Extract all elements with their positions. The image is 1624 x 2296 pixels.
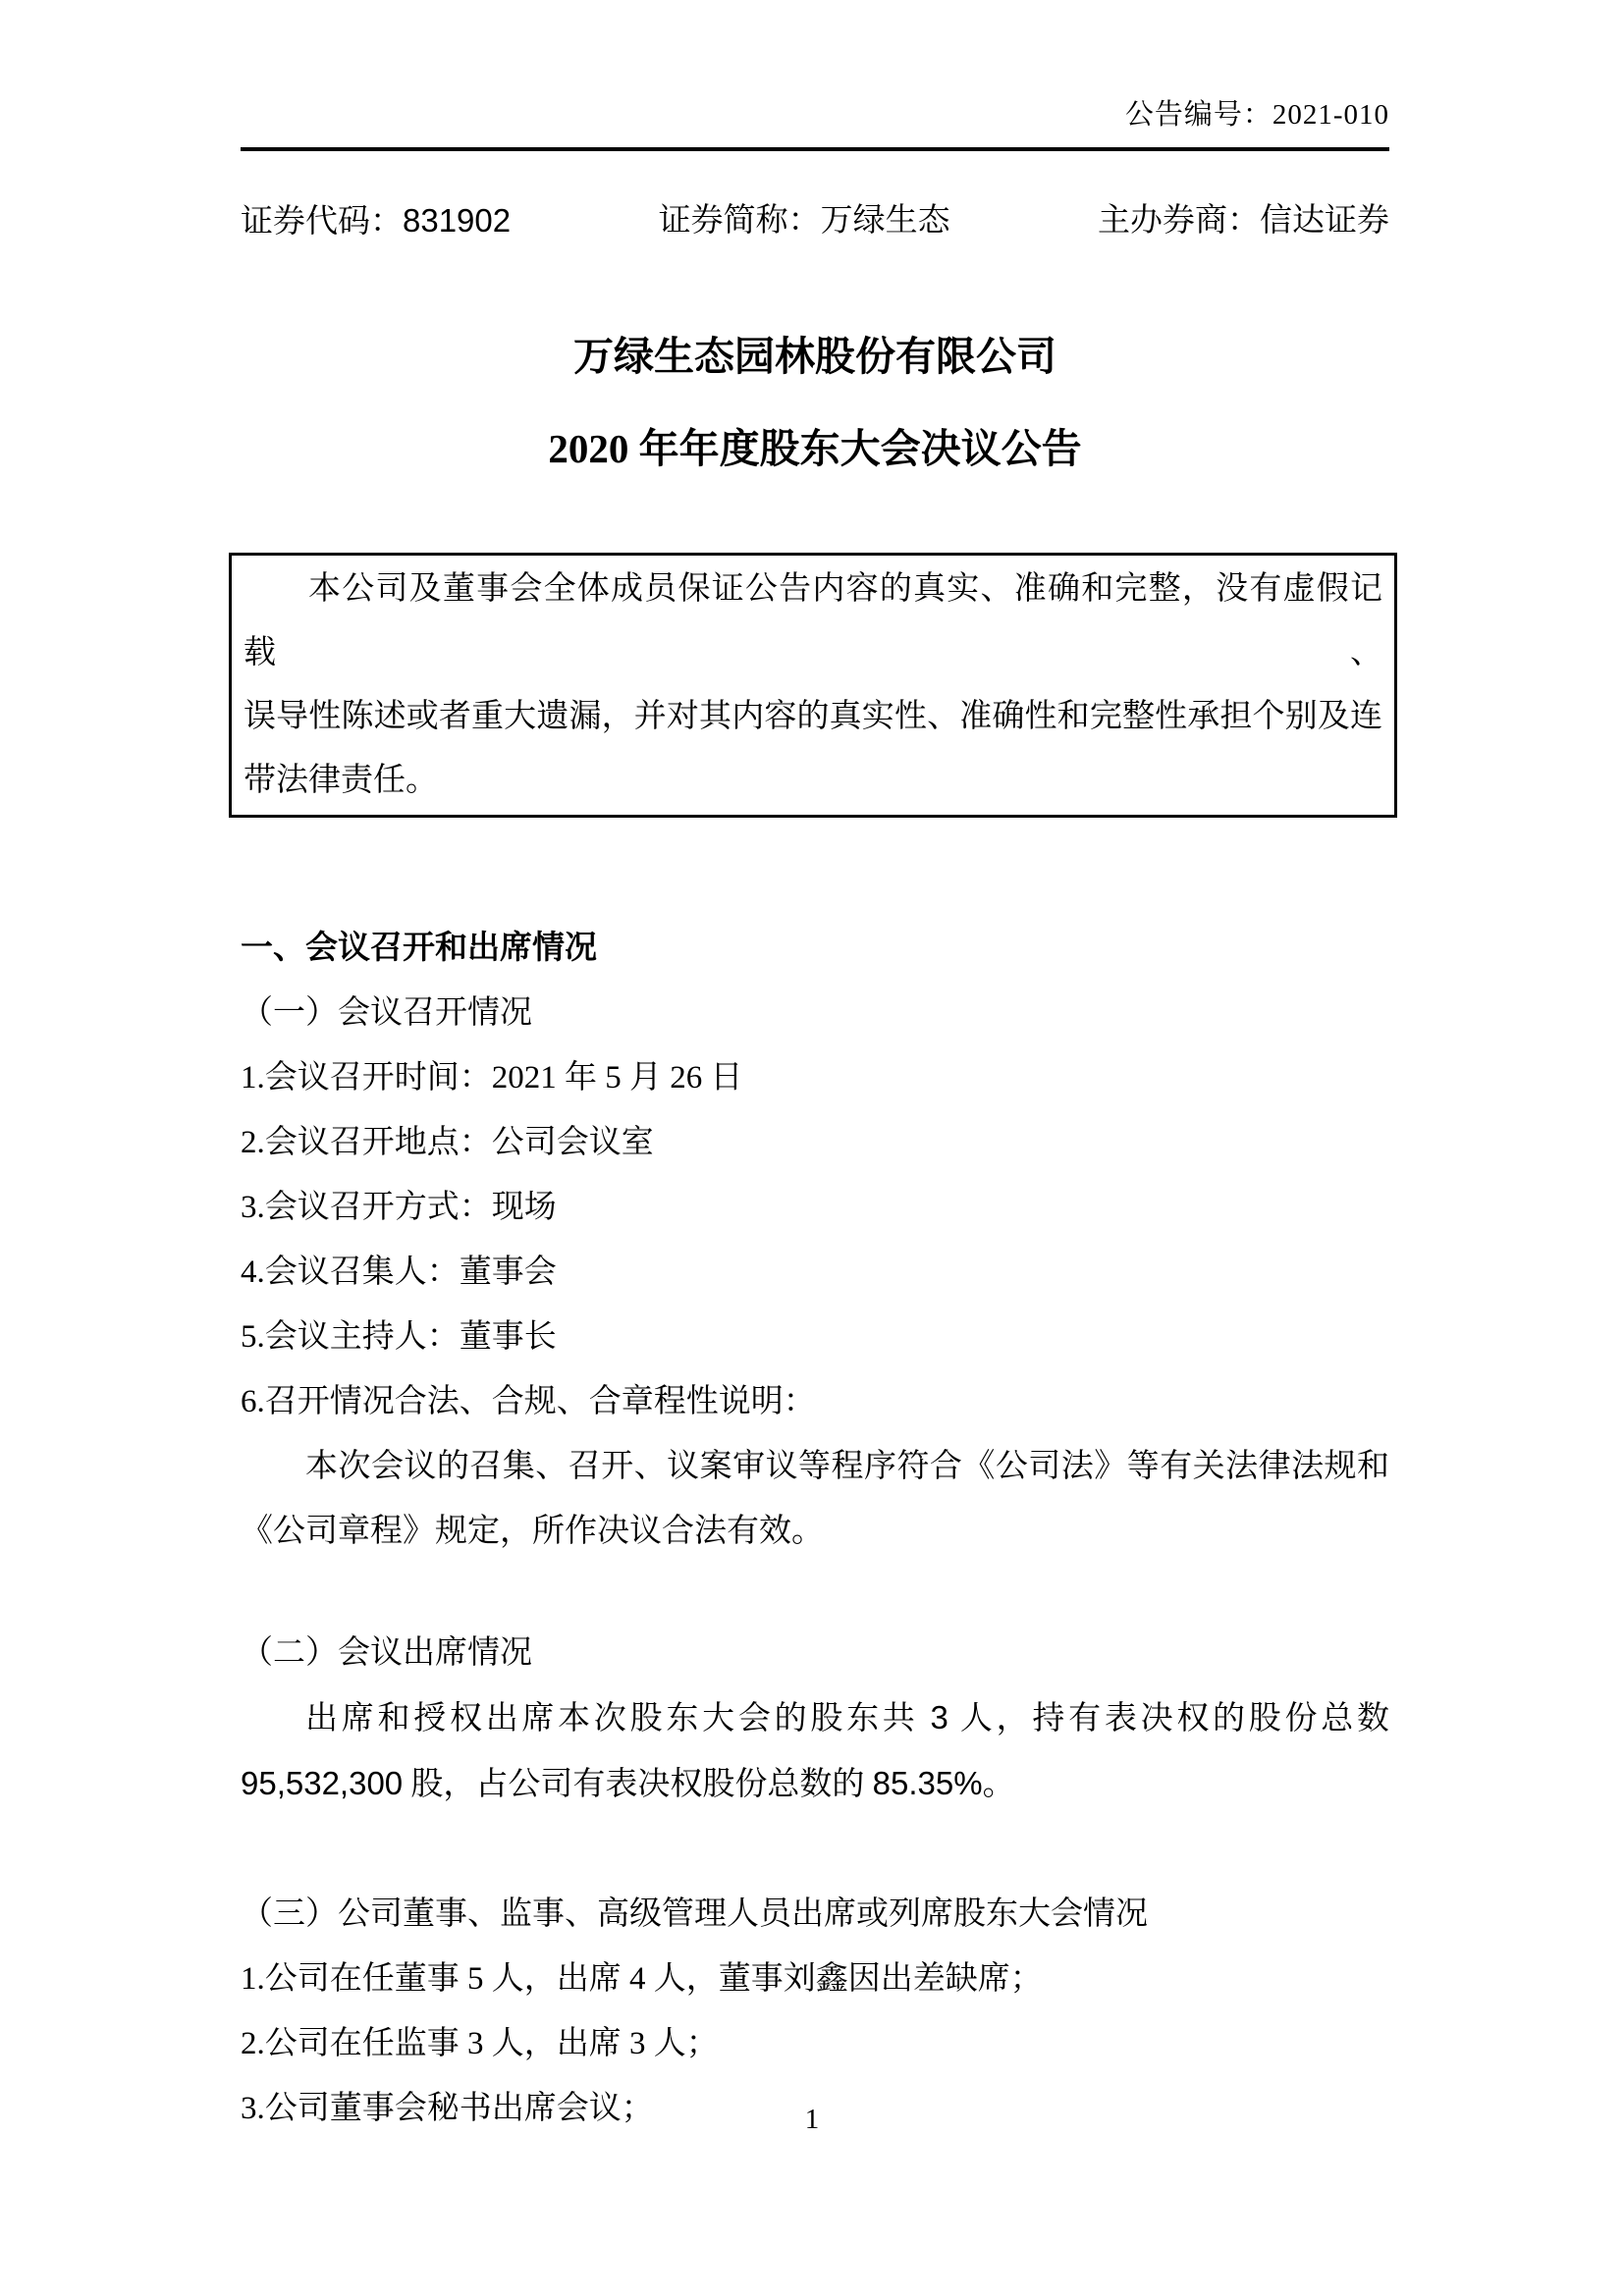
legality-paragraph-line: 《公司章程》规定，所作决议合法有效。 [241, 1514, 824, 1549]
voting-shares-count: 95,532,300 [241, 1765, 404, 1801]
supervisors-attendance-item: 2.公司在任监事 3 人，出席 3 人； [241, 2026, 719, 2061]
stock-short-name: 证券简称：万绿生态 [658, 203, 950, 239]
disclaimer-box [229, 553, 1397, 818]
meeting-convener-item: 4.会议召集人：董事会 [241, 1255, 557, 1290]
page-content [241, 0, 1389, 2141]
attendance-line-2 [241, 1751, 1389, 1817]
voting-shares-percent: 85.35% [872, 1765, 983, 1801]
sub1-heading: （一）会议召开情况 [241, 995, 532, 1031]
stock-code-label: 证券代码： [241, 204, 403, 240]
legality-note-item: 6.召开情况合法、合规、合章程性说明： [241, 1384, 816, 1419]
stock-code [241, 200, 511, 242]
meeting-place-item: 2.会议召开地点：公司会议室 [241, 1125, 654, 1160]
attendance-line-1 [241, 1685, 1389, 1751]
secretary-attendance-item: 3.公司董事会秘书出席会议； [241, 2091, 654, 2126]
attendance-text: 人，持有表决权的股份总数 [947, 1701, 1390, 1736]
meeting-chair-item: 5.会议主持人：董事长 [241, 1319, 557, 1355]
disclaimer-line: 误导性陈述或者重大遗漏，并对其内容的真实性、准确性和完整性承担个别及连 [244, 699, 1382, 734]
sub2-heading: （二）会议出席情况 [241, 1635, 532, 1671]
legality-paragraph-line: 本次会议的召集、召开、议案审议等程序符合《公司法》等有关法律法规和 [305, 1449, 1389, 1484]
stock-code-value: 831902 [403, 202, 512, 239]
header-rule [241, 147, 1389, 151]
securities-meta-row [241, 200, 1389, 242]
section-1-heading: 一、会议召开和出席情况 [241, 931, 597, 966]
sponsor-broker: 主办券商：信达证券 [1098, 203, 1389, 239]
section-1 [241, 916, 1389, 2141]
disclaimer-line: 本公司及董事会全体成员保证公告内容的真实、准确和完整，没有虚假记载、 [244, 571, 1382, 670]
company-title: 万绿生态园林股份有限公司 [573, 334, 1056, 379]
attendance-text: 股，占公司有表决权股份总数的 [403, 1767, 873, 1802]
announcement-number: 公告编号：2021-010 [1124, 99, 1389, 131]
directors-attendance-item: 1.公司在任董事 5 人，出席 4 人，董事刘鑫因出差缺席； [241, 1961, 1043, 1997]
sub3-heading: （三）公司董事、监事、高级管理人员出席或列席股东大会情况 [241, 1896, 1148, 1932]
attendee-count: 3 [930, 1699, 948, 1735]
disclaimer-line: 带法律责任。 [244, 763, 438, 798]
attendance-text: 。 [982, 1767, 1015, 1802]
meeting-time-item: 1.会议召开时间：2021 年 5 月 26 日 [241, 1060, 743, 1095]
attendance-text: 出席和授权出席本次股东大会的股东共 [305, 1701, 931, 1736]
page-number: 1 [804, 2104, 820, 2135]
announcement-title: 2020 年年度股东大会决议公告 [548, 426, 1082, 471]
meeting-method-item: 3.会议召开方式：现场 [241, 1190, 557, 1225]
